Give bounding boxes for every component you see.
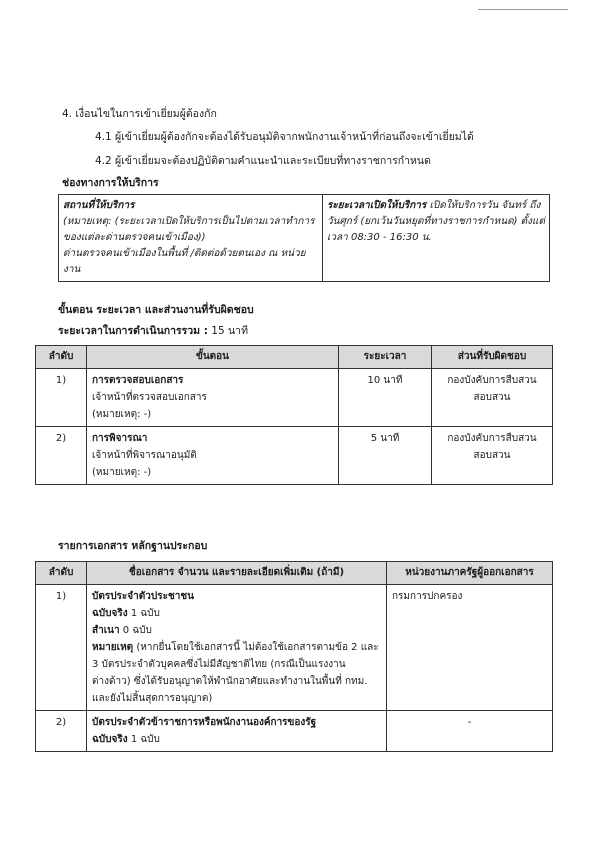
service-channels-heading: ช่องทางการให้บริการ xyxy=(62,177,159,189)
step-desc: เจ้าหน้าที่ตรวจสอบเอกสาร xyxy=(92,392,207,403)
docs-col-no: ลำดับ xyxy=(36,562,87,585)
doc-detail xyxy=(87,711,387,752)
documents-table xyxy=(35,561,553,752)
doc-original xyxy=(92,731,381,748)
step-unit: กองบังคับการสืบสวนสอบสวน xyxy=(432,427,553,485)
table-row xyxy=(36,369,553,427)
doc-copy xyxy=(92,622,381,639)
doc-title: บัตรประจำตัวประชาชน xyxy=(92,591,195,602)
table-row xyxy=(36,427,553,485)
doc-note xyxy=(92,639,381,707)
step-note: (หมายเหตุ: -) xyxy=(92,409,152,420)
total-time-value: 15 นาที xyxy=(211,325,248,337)
table-row xyxy=(36,711,553,752)
conditions-title: 4. เงื่อนไขในการเข้าเยี่ยมผู้ต้องกัก xyxy=(62,108,217,120)
service-channels-table xyxy=(58,194,550,282)
step-desc: เจ้าหน้าที่พิจารณาอนุมัติ xyxy=(92,450,197,461)
steps-col-time: ระยะเวลา xyxy=(339,346,432,369)
service-hours-cell xyxy=(323,195,550,282)
step-time: 10 นาที xyxy=(339,369,432,427)
step-no: 2) xyxy=(36,427,87,485)
step-no: 1) xyxy=(36,369,87,427)
docs-col-name: ชื่อเอกสาร จำนวน และรายละเอียดเพิ่มเติม (ถ้ามี) xyxy=(87,562,387,585)
step-detail xyxy=(87,369,339,427)
docs-col-issuer: หน่วยงานภาครัฐผู้ออกเอกสาร xyxy=(387,562,553,585)
total-time-label: ระยะเวลาในการดำเนินการรวม : xyxy=(58,325,208,337)
table-row xyxy=(36,585,553,711)
service-place-label: สถานที่ให้บริการ xyxy=(63,200,135,211)
doc-copy-count: 0 ฉบับ xyxy=(122,625,152,636)
doc-original xyxy=(92,605,381,622)
doc-original-label: ฉบับจริง xyxy=(92,734,128,745)
service-place-value: ด่านตรวจคนเข้าเมืองในพื้นที่ /ติดต่อด้วยตนเอง ณ หน่วยงาน xyxy=(63,248,306,275)
doc-issuer: - xyxy=(387,711,553,752)
step-note: (หมายเหตุ: -) xyxy=(92,467,152,478)
documents-heading: รายการเอกสาร หลักฐานประกอบ xyxy=(58,540,208,552)
doc-copy-label: สำเนา xyxy=(92,625,120,636)
steps-heading: ขั้นตอน ระยะเวลา และส่วนงานที่รับผิดชอบ xyxy=(58,304,254,316)
step-title: การตรวจสอบเอกสาร xyxy=(92,375,184,386)
doc-no: 2) xyxy=(36,711,87,752)
service-place-note: (หมายเหตุ: (ระยะเวลาเปิดให้บริการเป็นไปตามเวลาทำการของแต่ละด่านตรวจคนเข้าเมือง)) xyxy=(63,216,315,243)
doc-note-text: (หากยื่นโดยใช้เอกสารนี้ ไม่ต้องใช้เอกสารตามข้อ 2 และ 3 บัตรประจำตัวบุคคลซึ่งไม่มีสัญชาติไทย (กรณีเป็นแรงงานต่างด้าว) ซึ่งได้รับอนุญาตให้พำนักอาศัยและทำงานในพื้นที่ กทม. และยังไม่สิ้นสุดการอนุญาต) xyxy=(92,642,379,704)
step-time: 5 นาที xyxy=(339,427,432,485)
steps-col-no: ลำดับ xyxy=(36,346,87,369)
service-hours-label: ระยะเวลาเปิดให้บริการ xyxy=(327,200,427,211)
doc-original-label: ฉบับจริง xyxy=(92,608,128,619)
step-detail xyxy=(87,427,339,485)
steps-col-step: ขั้นตอน xyxy=(87,346,339,369)
total-time xyxy=(58,324,248,339)
doc-note-label: หมายเหตุ xyxy=(92,642,134,653)
doc-title: บัตรประจำตัวข้าราชการหรือพนักงานองค์การของรัฐ xyxy=(92,717,317,728)
doc-detail xyxy=(87,585,387,711)
doc-issuer: กรมการปกครอง xyxy=(387,585,553,711)
doc-original-count: 1 ฉบับ xyxy=(130,608,160,619)
step-unit: กองบังคับการสืบสวนสอบสวน xyxy=(432,369,553,427)
doc-original-count: 1 ฉบับ xyxy=(130,734,160,745)
service-place-cell xyxy=(59,195,323,282)
doc-no: 1) xyxy=(36,585,87,711)
step-title: การพิจารณา xyxy=(92,433,148,444)
condition-item-4-1: 4.1 ผู้เข้าเยี่ยมผู้ต้องกักจะต้องได้รับอนุมัติจากพนักงานเจ้าหน้าที่ก่อนถึงจะเข้าเยี่ยมได้ xyxy=(95,131,474,143)
condition-item-4-2: 4.2 ผู้เข้าเยี่ยมจะต้องปฏิบัติตามคำแนะนำและระเบียบที่ทางราชการกำหนด xyxy=(95,155,431,167)
service-hours-value: เปิดให้บริการวัน จันทร์ ถึง วันศุกร์ (ยกเว้นวันหยุดที่ทางราชการกำหนด) ตั้งแต่เวลา 08:30 - 16:30 น. xyxy=(327,200,545,243)
steps-col-unit: ส่วนที่รับผิดชอบ xyxy=(432,346,553,369)
steps-table xyxy=(35,345,553,485)
scan-mark xyxy=(478,9,568,10)
